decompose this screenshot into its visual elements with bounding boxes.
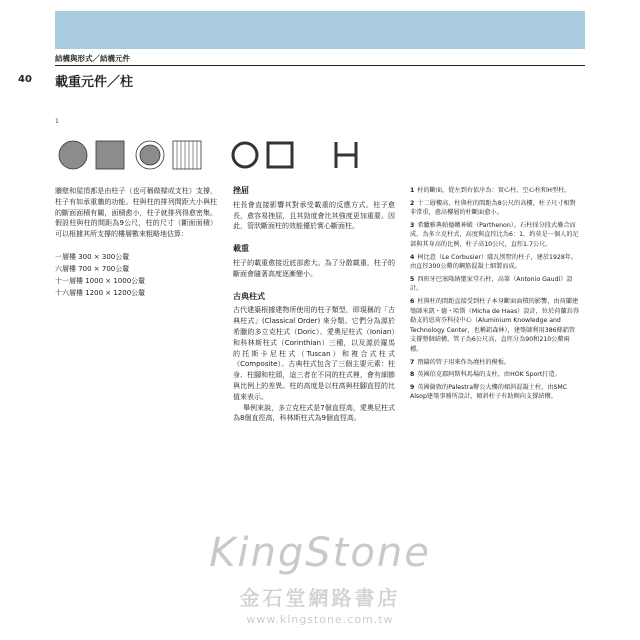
buckling-text: 柱長會直接影響其對承受載重的反應方式。柱子愈長，愈容易挫屈，且其勁度會比其強度更加重要。因此，管狀斷面柱的效能優於實心斷面柱。 — [233, 200, 395, 231]
caption-text: 柯比意（Le Corbusier）薩瓦別墅的柱子，建於1928年，由直徑300公釐的鋼筋混凝土細製而成。 — [410, 253, 578, 271]
header-band — [55, 11, 585, 49]
h-section — [336, 142, 356, 168]
caption-number: 3 — [410, 221, 415, 229]
caption-text: 英國伯克郡阿斯科馬場的支柱，由HOK Sport打造。 — [417, 371, 561, 379]
column-left — [55, 186, 217, 299]
buckling-heading: 挫屈 — [233, 186, 249, 195]
intro-paragraph: 牆壁和屋頂都是由柱子（也可稱做樑或支柱）支撐，柱子有如承重牆的功能。柱與柱的排列間距大小與柱的斷面面積有關，面積愈小，柱子就排列得愈密集。假設柱與柱的間距為9公尺，柱的尺寸（斷面面積）可以根據其所支撐的樓層數來粗略地估算： — [55, 187, 217, 239]
page-number: 40 — [18, 74, 32, 85]
solid-circle-section — [59, 141, 87, 169]
caption-number: 4 — [410, 253, 415, 261]
caption-text: 十二層樓高、柱與柱的間距為8公尺的高樓，柱子尺寸相對非常重，愈高樓層的柱斷面愈小。 — [410, 199, 576, 217]
floor-size-list — [55, 251, 217, 299]
caption-item — [410, 221, 580, 250]
classical-orders-heading: 古典柱式 — [233, 291, 265, 301]
caption-number: 9 — [410, 383, 415, 391]
caption-item — [410, 383, 580, 402]
caption-item — [410, 358, 580, 368]
page-title: 載重元件／柱 — [55, 75, 134, 90]
floor-size-item: 六層樓 700 × 700公釐 — [55, 264, 130, 273]
caption-item — [410, 370, 580, 380]
hollow-circle-section — [233, 143, 257, 167]
watermark-brand: KingStone — [209, 530, 431, 576]
watermark-url: www.kingstone.com.tw — [246, 613, 394, 626]
caption-text: 西班牙巴塞隆納聖家堂石柱，高第（Antonio Gaudí）設計。 — [410, 275, 573, 293]
solid-square-section — [96, 141, 124, 169]
caption-text: 預鑄的管子用來作為澆柱的模板。 — [417, 358, 511, 366]
classical-orders-text: 古代建築根據建物所使用的柱子類型，即現稱的「古典柱式」(Classical Order) 來分類。它們分為源於希臘的多立克柱式（Doric）、愛奧尼柱式（Ionian）和科林斯柱式（Corinthian）三種，以及源於羅馬的托斯卡尼柱式（Tuscan）和複合式柱式（Composite）。古典柱式包含了三個主要元素：柱身、柱腳和柱頭，這三者在不同的柱式裡，會有細節與比例上的差異。柱的高度是以柱高與柱腳直徑的比值來表示。 — [233, 306, 395, 401]
caption-text: 英國倫敦的Palestra辦公大樓的傾斜混凝土柱，由SMC Alsop建築事務所設計，傾斜柱子有助側向支撐結構。 — [410, 383, 568, 401]
column-sections-figure — [58, 135, 368, 175]
section-header: 結構與形式／結構元件 — [55, 54, 130, 63]
caption-text: 柱的斷面，從左到右依序為：實心柱、空心柱和H型柱。 — [417, 187, 571, 194]
kingstone-watermark — [150, 530, 490, 626]
caption-text: 柱與柱的間距直接受到柱子本身斷面面積的影響，由荷蘭建築師米凱・德・哈斯（Micha de Haas）設計，位於荷蘭烏得勒支的恩荷芬科技中心（Aluminium Knowledge and Technology Center，也稱鋁森林），建築師利用386條鋁管支撐整個結構，管子為6公尺高，直徑分為90和210公釐兩種。 — [410, 297, 580, 353]
floor-size-item: 一層樓 300 × 300公釐 — [55, 252, 130, 261]
hollow-square-section — [268, 143, 292, 167]
caption-number: 7 — [410, 358, 415, 366]
loading-text: 柱子的載重愈接近底部愈大。為了分散載重，柱子的斷面會隨著高度逐漸變小。 — [233, 258, 395, 278]
caption-item — [410, 297, 580, 355]
caption-number: 8 — [410, 371, 415, 379]
caption-number: 2 — [410, 199, 415, 207]
concentric-circle-section — [136, 141, 164, 169]
floor-size-item: 十一層樓 1000 × 1000公釐 — [55, 276, 146, 285]
caption-item — [410, 275, 580, 294]
caption-number: 1 — [410, 187, 415, 194]
figure-number: 1 — [55, 118, 59, 125]
lined-square-section — [173, 141, 201, 169]
classical-orders-example: 舉例來說，多立克柱式是7個直徑高，愛奧尼柱式為8個直徑高，科林斯柱式為9個直徑高。 — [233, 403, 395, 423]
loading-heading: 載重 — [233, 244, 249, 254]
caption-item — [410, 199, 580, 218]
caption-text: 希臘雅典帕德嫩神殿（Parthenon）。石柱採分段式疊合而成，為多立克柱式，高度與直徑比為6：1，約莫是一個人的足部與其身高的比例，柱子高10公尺，直徑1.7公尺。 — [410, 221, 579, 248]
caption-item — [410, 253, 580, 272]
caption-item — [410, 186, 580, 196]
watermark-store: 金石堂網路書店 — [239, 586, 401, 610]
column-middle — [233, 186, 395, 424]
caption-number: 6 — [410, 297, 415, 305]
caption-number: 5 — [410, 275, 415, 283]
floor-size-item: 十六層樓 1200 × 1200公釐 — [55, 288, 146, 297]
header-rule — [55, 65, 585, 66]
column-captions — [410, 186, 580, 405]
